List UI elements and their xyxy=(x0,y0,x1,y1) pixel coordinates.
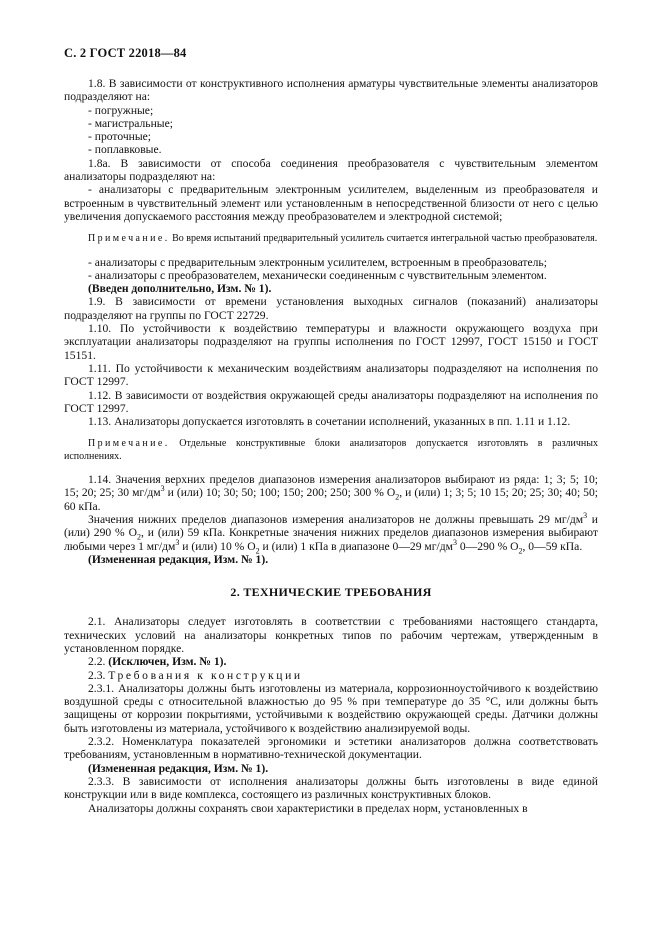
paragraph-2-2: 2.2. (Исключен, Изм. № 1). xyxy=(88,655,227,669)
list-item: - погружные; xyxy=(88,103,154,117)
paragraph-1-13: 1.13. Анализаторы допускается изготовлять в сочетании исполнений, указанных в пп. 1.11 и 1.12. xyxy=(88,415,571,429)
paragraph-1-12: 1.12. В зависимости от воздействия окружающей среды анализаторы подразделяют на исполнения по ГОСТ 12997. xyxy=(64,388,598,415)
paragraph-1-14-lower-limits: Значения нижних пределов диапазонов измерения анализаторов не должны превышать 29 $мг/дм^3$ и (или) 290 % $O_2$, и (или) 59 кПа. Конкретные значения нижних пределов диапазонов измерения выбирают любыми через 1 $мг/дм^3$ и (или) 10 % $O_2$ и (или) 1 кПа в диапазоне 0—29 $мг/дм^3$ 0—290 % $O_2$, 0—59 кПа. xyxy=(64,511,598,555)
amendment-note: (Введен дополнительно, Изм. № 1). xyxy=(88,282,272,296)
note-1 xyxy=(64,233,598,245)
amendment-note: (Измененная редакция, Изм. № 1). xyxy=(88,552,269,566)
paragraph-1-9: 1.9. В зависимости от времени установления выходных сигналов (показаний) анализаторы подразделяют на группы по ГОСТ 22729. xyxy=(64,295,598,322)
list-item: - проточные; xyxy=(88,130,152,144)
paragraph-2-3-3: 2.3.3. В зависимости от исполнения анализаторы должны быть изготовлены в виде единой конструкции или в виде комплекса, состоящего из различных конструктивных блоков. xyxy=(64,774,598,802)
paragraph-1-8: 1.8. В зависимости от конструктивного исполнения арматуры чувствительные элементы анализаторов подразделяют на: xyxy=(64,77,598,104)
list-item: - анализаторы с предварительным электронным усилителем, выделенным из преобразователя и встроенным в чувствительный элемент или установленным в непосредственной близости от него с целью увеличения допускаемого расстояния между преобразователем и электродной системой; xyxy=(64,183,598,223)
list-item: - анализаторы с предварительным электронным усилителем, встроенным в преобразователь; xyxy=(88,255,547,269)
paragraph-2-1: 2.1. Анализаторы следует изготовлять в соответствии с требованиями настоящего стандарта, технических условий на анализаторы конкретных типов по рабочим чертежам, утвержденным в установленном порядке. xyxy=(64,615,598,655)
note-text: Во время испытаний предварительный усилитель считается интегральной частью преобразователя. xyxy=(172,233,598,245)
paragraph-1-14: 1.14. Значения верхних пределов диапазонов измерения анализаторов выбирают из ряда: 1; 3; 5; 10; 15; 20; 25; 30 $мг/дм^3$ и (или) 10; 30; 50; 100; 150; 200; 250; 300 % $O_2$, и (или) 1; 3; 5; 10 15; 20; 25; 30; 40; 50; 60 кПа. xyxy=(64,473,598,513)
paragraph-1-10: 1.10. По устойчивости к воздействию температуры и влажности окружающего воздуха при эксплуатации анализаторы подразделяют на группы исполнения по ГОСТ 12997, ГОСТ 15150 и ГОСТ 15151. xyxy=(64,322,598,362)
list-item: - анализаторы с преобразователем, механически соединенным с чувствительным элементом. xyxy=(88,268,547,282)
page-header: С. 2 ГОСТ 22018—84 xyxy=(64,46,187,60)
note-label: Примечание. xyxy=(88,233,170,245)
paragraph-last: Анализаторы должны сохранять свои характеристики в пределах норм, установленных в xyxy=(88,801,528,815)
list-item: - поплавковые. xyxy=(88,143,162,157)
paragraph-2-3: 2.3. Требования к конструкции xyxy=(88,668,303,682)
paragraph-1-8a: 1.8а. В зависимости от способа соединения преобразователя с чувствительным элементом анализаторы подразделяют на: xyxy=(64,156,598,184)
section-2-title: 2. ТЕХНИЧЕСКИЕ ТРЕБОВАНИЯ xyxy=(230,585,432,600)
note-label: Примечание. xyxy=(88,438,170,450)
paragraph-2-3-1: 2.3.1. Анализаторы должны быть изготовлены из материала, коррозионноустойчивого к воздействию воздушной среды с относительной влажностью до 95 % при температуре до 35 °С, или должны быть защищены от коррозии покрытиями, устойчивыми к воздействию окружающей среды. Датчики должны быть изготовлены из материала, устойчивого к воздействию анализируемой воды. xyxy=(64,681,598,735)
paragraph-2-3-2: 2.3.2. Номенклатура показателей эргономики и эстетики анализаторов должна соответствовать требованиям, установленным в нормативно-технической документации. xyxy=(64,735,598,762)
paragraph-1-11: 1.11. По устойчивости к механическим воздействиям анализаторы подразделяют на исполнения по ГОСТ 12997. xyxy=(64,361,598,389)
document-body xyxy=(64,77,598,815)
amendment-note: (Измененная редакция, Изм. № 1). xyxy=(88,761,269,775)
list-item: - магистральные; xyxy=(88,116,173,130)
note-text: Отдельные конструктивные блоки анализаторов допускается изготовлять в различных исполнениях. xyxy=(64,438,598,462)
note-2 xyxy=(64,438,598,463)
